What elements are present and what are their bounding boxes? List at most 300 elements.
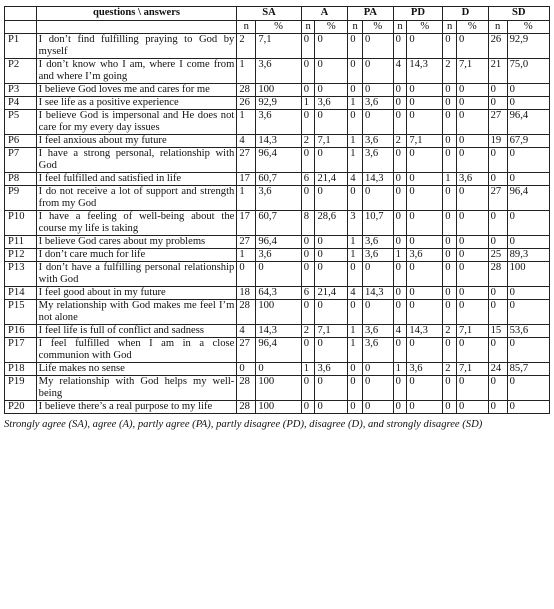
percent-cell: 3,6: [362, 325, 393, 338]
percent-cell: 0: [315, 249, 348, 262]
count-cell: 0: [443, 338, 457, 363]
percent-cell: 3,6: [315, 363, 348, 376]
count-cell: 1: [348, 338, 363, 363]
question-code: P11: [5, 236, 37, 249]
document-page: [4, 6, 550, 431]
count-cell: 4: [348, 173, 363, 186]
count-cell: 26: [488, 34, 507, 59]
question-text: I feel life is full of conflict and sadness: [36, 325, 237, 338]
percent-cell: 89,3: [507, 249, 549, 262]
percent-cell: 0: [456, 97, 488, 110]
percent-cell: 7,1: [315, 135, 348, 148]
question-code: P20: [5, 401, 37, 414]
count-cell: 28: [488, 262, 507, 287]
table-row: [5, 401, 550, 414]
count-cell: 0: [443, 211, 457, 236]
percent-cell: 0: [407, 97, 443, 110]
count-cell: 0: [443, 236, 457, 249]
count-cell: 28: [237, 84, 256, 97]
count-cell: 27: [237, 148, 256, 173]
count-cell: 4: [237, 135, 256, 148]
percent-cell: 3,6: [362, 135, 393, 148]
table-row: [5, 148, 550, 173]
table-row: [5, 135, 550, 148]
count-cell: 0: [488, 376, 507, 401]
percent-cell: 0: [362, 59, 393, 84]
count-cell: 0: [488, 173, 507, 186]
count-cell: 4: [393, 325, 407, 338]
count-cell: 0: [301, 249, 315, 262]
count-cell: 0: [237, 363, 256, 376]
count-cell: 3: [348, 211, 363, 236]
percent-cell: 100: [256, 401, 301, 414]
table-body: [5, 34, 550, 414]
percent-cell: 0: [456, 287, 488, 300]
percent-cell: 0: [315, 401, 348, 414]
count-cell: 27: [237, 236, 256, 249]
count-cell: 4: [237, 325, 256, 338]
question-code: P19: [5, 376, 37, 401]
count-cell: 0: [393, 236, 407, 249]
count-cell: 0: [393, 401, 407, 414]
percent-cell: 0: [362, 376, 393, 401]
count-cell: 0: [301, 148, 315, 173]
question-text: My relationship with God makes me feel I’m not alone: [36, 300, 237, 325]
count-cell: 0: [443, 135, 457, 148]
question-text: I believe God is impersonal and He does not care for my every day issues: [36, 110, 237, 135]
count-cell: 1: [348, 148, 363, 173]
percent-cell: 0: [362, 34, 393, 59]
percent-cell: 7,1: [456, 363, 488, 376]
count-cell: 28: [237, 300, 256, 325]
count-cell: 0: [443, 376, 457, 401]
table-caption: Strongly agree (SA), agree (A), partly agree (PA), partly disagree (PD), disagree (D), and strongly disagree (SD): [4, 419, 483, 430]
count-cell: 1: [237, 110, 256, 135]
question-code: P9: [5, 186, 37, 211]
percent-cell: 0: [407, 34, 443, 59]
percent-cell: 7,1: [456, 325, 488, 338]
percent-cell: 3,6: [362, 338, 393, 363]
count-cell: 0: [301, 110, 315, 135]
percent-cell: 10,7: [362, 211, 393, 236]
header-questions: questions \ answers: [36, 7, 237, 21]
count-cell: 0: [443, 148, 457, 173]
percent-cell: 92,9: [507, 34, 549, 59]
percent-cell: 0: [315, 148, 348, 173]
subheader-cell: n: [348, 21, 363, 34]
percent-cell: 14,3: [362, 173, 393, 186]
count-cell: 19: [488, 135, 507, 148]
percent-cell: 0: [362, 262, 393, 287]
count-cell: 0: [348, 262, 363, 287]
count-cell: 6: [301, 287, 315, 300]
percent-cell: 7,1: [407, 135, 443, 148]
count-cell: 0: [488, 211, 507, 236]
percent-cell: 0: [456, 262, 488, 287]
percent-cell: 0: [456, 186, 488, 211]
count-cell: 4: [393, 59, 407, 84]
percent-cell: 0: [315, 376, 348, 401]
question-code: P17: [5, 338, 37, 363]
table-row: [5, 34, 550, 59]
table-row: [5, 363, 550, 376]
percent-cell: 0: [407, 338, 443, 363]
count-cell: 1: [301, 363, 315, 376]
question-code: P14: [5, 287, 37, 300]
question-code: P8: [5, 173, 37, 186]
percent-cell: 0: [407, 262, 443, 287]
question-code: P3: [5, 84, 37, 97]
count-cell: 1: [348, 325, 363, 338]
percent-cell: 0: [407, 84, 443, 97]
percent-cell: 3,6: [256, 186, 301, 211]
count-cell: 27: [488, 186, 507, 211]
count-cell: 0: [488, 300, 507, 325]
survey-table: [4, 6, 550, 414]
percent-cell: 3,6: [362, 236, 393, 249]
percent-cell: 0: [507, 148, 549, 173]
percent-cell: 0: [315, 84, 348, 97]
percent-cell: 0: [407, 300, 443, 325]
question-text: I believe God loves me and cares for me: [36, 84, 237, 97]
question-text: I feel fulfilled and satisfied in life: [36, 173, 237, 186]
table-row: [5, 262, 550, 287]
question-code: P16: [5, 325, 37, 338]
count-cell: 1: [393, 249, 407, 262]
count-cell: 0: [301, 262, 315, 287]
count-cell: 0: [443, 401, 457, 414]
count-cell: 0: [301, 300, 315, 325]
percent-cell: 53,6: [507, 325, 549, 338]
count-cell: 1: [237, 59, 256, 84]
question-code: P1: [5, 34, 37, 59]
percent-cell: 3,6: [362, 97, 393, 110]
count-cell: 21: [488, 59, 507, 84]
question-code: P10: [5, 211, 37, 236]
count-cell: 1: [348, 135, 363, 148]
count-cell: 27: [488, 110, 507, 135]
question-text: I feel anxious about my future: [36, 135, 237, 148]
count-cell: 0: [348, 376, 363, 401]
percent-cell: 0: [407, 211, 443, 236]
count-cell: 0: [393, 376, 407, 401]
percent-cell: 0: [407, 287, 443, 300]
percent-cell: 100: [256, 376, 301, 401]
count-cell: 1: [443, 173, 457, 186]
question-text: I don’t care much for life: [36, 249, 237, 262]
count-cell: 1: [301, 97, 315, 110]
question-code: P4: [5, 97, 37, 110]
count-cell: 0: [301, 401, 315, 414]
question-code: P6: [5, 135, 37, 148]
question-text: I have a feeling of well-being about the course my life is taking: [36, 211, 237, 236]
percent-cell: 0: [507, 236, 549, 249]
percent-cell: 0: [456, 211, 488, 236]
percent-cell: 96,4: [256, 148, 301, 173]
percent-cell: 0: [456, 135, 488, 148]
percent-cell: 0: [456, 300, 488, 325]
count-cell: 2: [301, 325, 315, 338]
count-cell: 0: [301, 186, 315, 211]
count-cell: 28: [237, 401, 256, 414]
count-cell: 0: [301, 34, 315, 59]
count-cell: 0: [301, 236, 315, 249]
percent-cell: 7,1: [456, 59, 488, 84]
count-cell: 2: [443, 363, 457, 376]
table-row: [5, 300, 550, 325]
percent-cell: 0: [315, 186, 348, 211]
percent-cell: 0: [315, 110, 348, 135]
count-cell: 0: [393, 338, 407, 363]
question-text: I feel good about in my future: [36, 287, 237, 300]
question-code: P18: [5, 363, 37, 376]
percent-cell: 0: [507, 338, 549, 363]
percent-cell: 0: [256, 363, 301, 376]
question-code: P12: [5, 249, 37, 262]
count-cell: 0: [443, 97, 457, 110]
table-row: [5, 173, 550, 186]
percent-cell: 0: [256, 262, 301, 287]
percent-cell: 3,6: [456, 173, 488, 186]
count-cell: 0: [393, 34, 407, 59]
percent-cell: 96,4: [256, 236, 301, 249]
percent-cell: 14,3: [256, 135, 301, 148]
count-cell: 1: [237, 249, 256, 262]
count-cell: 0: [393, 110, 407, 135]
percent-cell: 0: [456, 338, 488, 363]
percent-cell: 3,6: [407, 363, 443, 376]
count-cell: 0: [393, 84, 407, 97]
percent-cell: 64,3: [256, 287, 301, 300]
header-a: A: [301, 7, 347, 21]
count-cell: 0: [443, 249, 457, 262]
table-row: [5, 325, 550, 338]
percent-cell: 0: [362, 300, 393, 325]
count-cell: 0: [301, 338, 315, 363]
count-cell: 0: [393, 262, 407, 287]
count-cell: 27: [237, 338, 256, 363]
percent-cell: 0: [507, 173, 549, 186]
question-text: I believe there’s a real purpose to my life: [36, 401, 237, 414]
count-cell: 4: [348, 287, 363, 300]
count-cell: 0: [443, 186, 457, 211]
count-cell: 0: [393, 287, 407, 300]
percent-cell: 14,3: [256, 325, 301, 338]
percent-cell: 3,6: [362, 249, 393, 262]
header-d: D: [443, 7, 488, 21]
table-row: [5, 287, 550, 300]
count-cell: 15: [488, 325, 507, 338]
count-cell: 0: [443, 110, 457, 135]
count-cell: 0: [348, 401, 363, 414]
count-cell: 0: [488, 236, 507, 249]
count-cell: 0: [348, 110, 363, 135]
table-row: [5, 211, 550, 236]
percent-cell: 92,9: [256, 97, 301, 110]
percent-cell: 0: [315, 262, 348, 287]
subheader-cell: n: [393, 21, 407, 34]
count-cell: 0: [393, 300, 407, 325]
count-cell: 0: [348, 186, 363, 211]
percent-cell: 0: [456, 148, 488, 173]
percent-cell: 67,9: [507, 135, 549, 148]
percent-cell: 0: [507, 376, 549, 401]
percent-cell: 14,3: [407, 59, 443, 84]
percent-cell: 85,7: [507, 363, 549, 376]
table-header-row: [5, 7, 550, 21]
percent-cell: 0: [315, 338, 348, 363]
subheader-cell: %: [456, 21, 488, 34]
subheader-cell: n: [301, 21, 315, 34]
percent-cell: 0: [456, 34, 488, 59]
header-sd: SD: [488, 7, 549, 21]
percent-cell: 0: [315, 236, 348, 249]
percent-cell: 60,7: [256, 211, 301, 236]
count-cell: 0: [301, 59, 315, 84]
question-text: My relationship with God helps my well-being: [36, 376, 237, 401]
table-row: [5, 97, 550, 110]
count-cell: 1: [237, 186, 256, 211]
percent-cell: 0: [407, 186, 443, 211]
table-row: [5, 236, 550, 249]
percent-cell: 7,1: [256, 34, 301, 59]
percent-cell: 0: [407, 376, 443, 401]
percent-cell: 100: [256, 300, 301, 325]
percent-cell: 7,1: [315, 325, 348, 338]
percent-cell: 0: [362, 401, 393, 414]
percent-cell: 0: [507, 300, 549, 325]
count-cell: 1: [348, 97, 363, 110]
count-cell: 1: [348, 249, 363, 262]
table-row: [5, 376, 550, 401]
subheader-cell: n: [488, 21, 507, 34]
count-cell: 0: [393, 211, 407, 236]
percent-cell: 3,6: [256, 110, 301, 135]
count-cell: 2: [237, 34, 256, 59]
count-cell: 2: [393, 135, 407, 148]
question-text: I feel fulfilled when I am in a close communion with God: [36, 338, 237, 363]
percent-cell: 0: [507, 401, 549, 414]
table-row: [5, 110, 550, 135]
table-row: [5, 84, 550, 97]
percent-cell: 0: [507, 287, 549, 300]
count-cell: 24: [488, 363, 507, 376]
subheader-cell: %: [407, 21, 443, 34]
count-cell: 0: [488, 148, 507, 173]
percent-cell: 60,7: [256, 173, 301, 186]
table-row: [5, 59, 550, 84]
percent-cell: 100: [256, 84, 301, 97]
percent-cell: 0: [456, 84, 488, 97]
percent-cell: 3,6: [256, 249, 301, 262]
percent-cell: 0: [407, 173, 443, 186]
percent-cell: 75,0: [507, 59, 549, 84]
percent-cell: 3,6: [362, 148, 393, 173]
subheader-cell: %: [315, 21, 348, 34]
count-cell: 2: [443, 325, 457, 338]
percent-cell: 28,6: [315, 211, 348, 236]
percent-cell: 0: [407, 110, 443, 135]
count-cell: 0: [443, 287, 457, 300]
subheader-cell: %: [362, 21, 393, 34]
percent-cell: 3,6: [407, 249, 443, 262]
count-cell: 17: [237, 211, 256, 236]
question-text: I don’t know who I am, where I come from and where I’m going: [36, 59, 237, 84]
count-cell: 1: [348, 236, 363, 249]
count-cell: 0: [348, 34, 363, 59]
header-corner: [5, 7, 37, 21]
count-cell: 0: [393, 173, 407, 186]
percent-cell: 0: [407, 236, 443, 249]
percent-cell: 3,6: [315, 97, 348, 110]
question-text: I do not receive a lot of support and strength from my God: [36, 186, 237, 211]
count-cell: 26: [237, 97, 256, 110]
percent-cell: 96,4: [507, 110, 549, 135]
count-cell: 18: [237, 287, 256, 300]
percent-cell: 14,3: [362, 287, 393, 300]
percent-cell: 96,4: [507, 186, 549, 211]
count-cell: 2: [301, 135, 315, 148]
table-subheader-row: [5, 21, 550, 34]
count-cell: 0: [488, 401, 507, 414]
subheader-cell: n: [237, 21, 256, 34]
question-text: I don’t have a fulfilling personal relationship with God: [36, 262, 237, 287]
percent-cell: 0: [456, 236, 488, 249]
question-text: Life makes no sense: [36, 363, 237, 376]
subheader-cell: %: [507, 21, 549, 34]
percent-cell: 0: [507, 97, 549, 110]
count-cell: 0: [443, 34, 457, 59]
count-cell: 0: [443, 300, 457, 325]
percent-cell: 0: [315, 300, 348, 325]
count-cell: 25: [488, 249, 507, 262]
count-cell: 0: [301, 376, 315, 401]
percent-cell: 14,3: [407, 325, 443, 338]
percent-cell: 0: [315, 34, 348, 59]
question-text: I see life as a positive experience: [36, 97, 237, 110]
table-row: [5, 338, 550, 363]
subheader-empty: [5, 21, 37, 34]
percent-cell: 0: [456, 110, 488, 135]
count-cell: 0: [301, 84, 315, 97]
header-pd: PD: [393, 7, 443, 21]
percent-cell: 21,4: [315, 173, 348, 186]
question-code: P15: [5, 300, 37, 325]
percent-cell: 0: [362, 84, 393, 97]
percent-cell: 3,6: [256, 59, 301, 84]
count-cell: 0: [237, 262, 256, 287]
count-cell: 0: [393, 186, 407, 211]
subheader-cell: %: [256, 21, 301, 34]
count-cell: 2: [443, 59, 457, 84]
count-cell: 0: [443, 84, 457, 97]
header-pa: PA: [348, 7, 393, 21]
percent-cell: 0: [362, 110, 393, 135]
count-cell: 6: [301, 173, 315, 186]
percent-cell: 0: [315, 59, 348, 84]
question-text: I don’t find fulfilling praying to God by myself: [36, 34, 237, 59]
count-cell: 0: [348, 363, 363, 376]
percent-cell: 0: [507, 84, 549, 97]
count-cell: 0: [488, 84, 507, 97]
subheader-cell: n: [443, 21, 457, 34]
count-cell: 0: [488, 287, 507, 300]
percent-cell: 96,4: [256, 338, 301, 363]
percent-cell: 0: [362, 186, 393, 211]
count-cell: 0: [348, 84, 363, 97]
percent-cell: 0: [456, 401, 488, 414]
subheader-empty: [36, 21, 237, 34]
